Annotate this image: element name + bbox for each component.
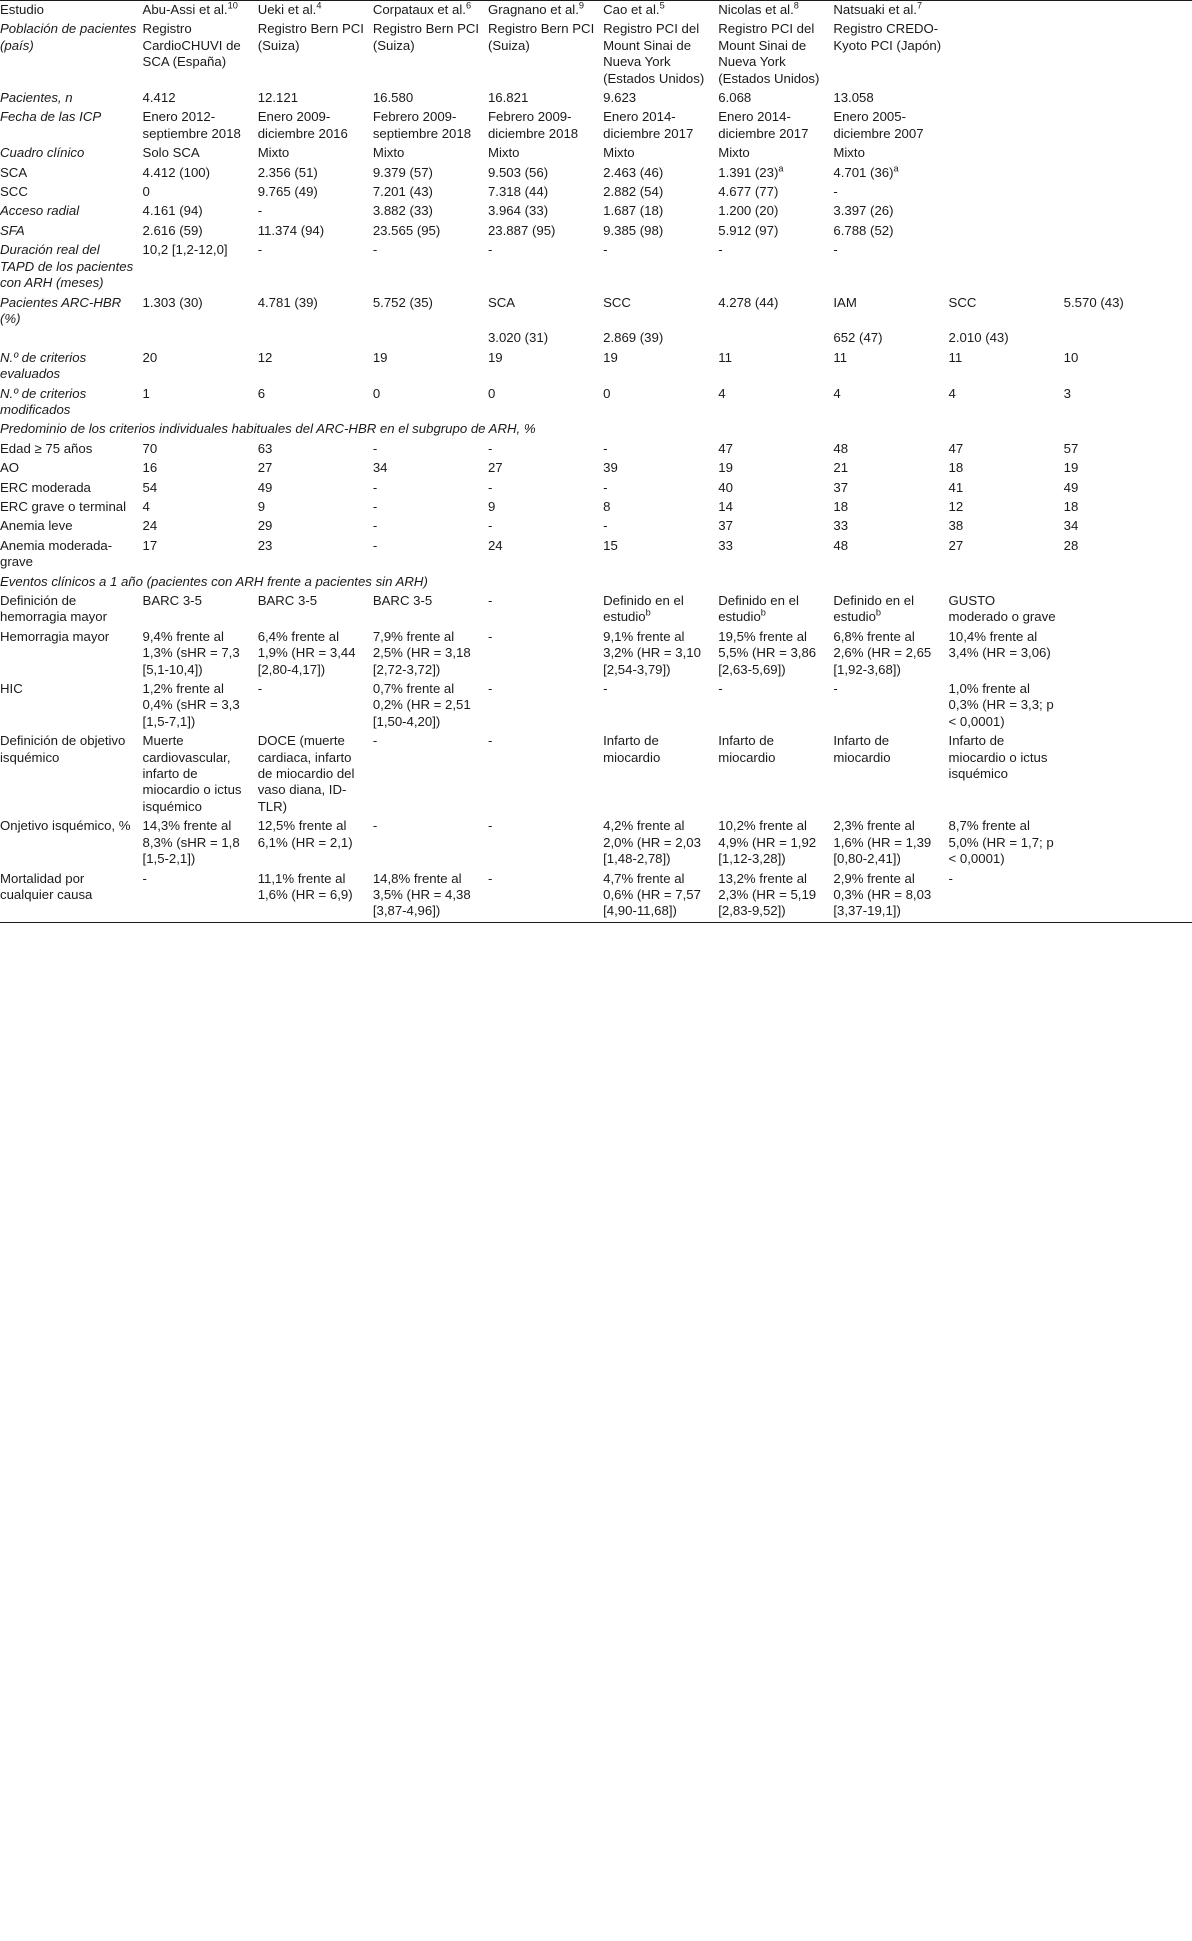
row-label: Definición de hemorragia mayor bbox=[0, 593, 108, 625]
table-row: N.º de criterios evaluados 20 12 19 19 19 11 11 11 10 bbox=[0, 349, 1192, 385]
section-heading: Predominio de los criterios individuales habituales del ARC-HBR en el subgrupo de ARH, % bbox=[0, 421, 536, 437]
row-label: Población de pacientes (país) bbox=[0, 21, 137, 53]
column-header-study: Abu-Assi et al.$^{10}$ bbox=[143, 1, 258, 21]
row-label: Cuadro clínico bbox=[0, 145, 85, 161]
table-row: Mortalidad por cualquier causa - 11,1% frente al 1,6% (HR = 6,9) 14,8% frente al 3,5% (HR = 4,38 [3,87-4,96]) - 4,7% frente al 0,6% (HR = 7,57 [4,90-11,68]) 13,2% frente al 2,3% (HR = 5,19 [2,83-9,52]) 2,9% frente al 0,3% (HR = 8,03 [3,37-19,1]) - bbox=[0, 870, 1192, 923]
table-row: ERC grave o terminal 4 9 - 9 8 14 18 12 18 bbox=[0, 498, 1192, 517]
row-label: ERC grave o terminal bbox=[0, 498, 127, 514]
table-row: SFA 2.616 (59) 11.374 (94) 23.565 (95) 23.887 (95) 9.385 (98) 5.912 (97) 6.788 (52) bbox=[0, 222, 1192, 241]
row-label: Mortalidad por cualquier causa bbox=[0, 870, 143, 923]
row-label: Edad ≥ 75 años bbox=[0, 440, 93, 456]
table-body bbox=[0, 1, 1192, 923]
table-row: N.º de criterios modificados 1 6 0 0 0 4 4 4 3 bbox=[0, 385, 1192, 421]
row-label: SFA bbox=[0, 222, 25, 238]
column-header-study: Cao et al.$^5$ bbox=[603, 1, 718, 21]
table-row bbox=[0, 573, 1192, 592]
row-label: Pacientes ARC-HBR (%) bbox=[0, 294, 122, 326]
row-label: HIC bbox=[0, 681, 23, 697]
table-row: Pacientes ARC-HBR (%) 1.303 (30) 4.781 (39) 5.752 (35) SCA SCC 4.278 (44) IAM SCC 5.570 (43) bbox=[0, 294, 1192, 330]
row-label: Fecha de las ICP bbox=[0, 109, 102, 125]
footnote-marker: b bbox=[645, 608, 651, 619]
table-row bbox=[0, 420, 1192, 439]
table-header-row bbox=[0, 1, 1192, 21]
comparison-table bbox=[0, 0, 1192, 923]
row-label: Anemia moderada-grave bbox=[0, 537, 113, 570]
footnote-marker: a bbox=[778, 163, 784, 174]
table-row: Fecha de las ICP Enero 2012-septiembre 2018 Enero 2009-diciembre 2016 Febrero 2009-septiembre 2018 Febrero 2009-diciembre 2018 Enero 2014-diciembre 2017 Enero 2014-diciembre 2017 Enero 2005-diciembre 2007 bbox=[0, 108, 1192, 144]
column-header-study: Ueki et al.$^4$ bbox=[258, 1, 373, 21]
table-row: Hemorragia mayor 9,4% frente al 1,3% (sHR = 7,3 [5,1-10,4]) 6,4% frente al 1,9% (HR = 3,44 [2,80-4,17]) 7,9% frente al 2,5% (HR = 3,18 [2,72-3,72]) - 9,1% frente al 3,2% (HR = 3,10 [2,54-3,79]) 19,5% frente al 5,5% (HR = 3,86 [2,63-5,69]) 6,8% frente al 2,6% (HR = 2,65 [1,92-3,68]) 10,4% frente al 3,4% (HR = 3,06) bbox=[0, 628, 1192, 680]
footnote-marker: b bbox=[760, 608, 766, 619]
column-header-study: Gragnano et al.$^9$ bbox=[488, 1, 603, 21]
table-row: Cuadro clínico Solo SCA Mixto Mixto Mixto Mixto Mixto Mixto bbox=[0, 144, 1192, 163]
table-row: Definición de objetivo isquémico Muerte cardiovascular, infarto de miocardio o ictus isquémico DOCE (muerte cardiaca, infarto de miocardio del vaso diana, ID-TLR) - - Infarto de miocardio Infarto de miocardio Infarto de miocardio Infarto de miocardio o ictus isquémico bbox=[0, 732, 1192, 817]
row-label: Anemia leve bbox=[0, 518, 73, 534]
row-label: Onjetivo isquémico, % bbox=[0, 818, 131, 834]
row-label: SCA bbox=[0, 164, 28, 180]
column-header-study: Nicolas et al.$^8$ bbox=[718, 1, 833, 21]
row-label: Acceso radial bbox=[0, 203, 80, 219]
footnote-marker: a bbox=[893, 163, 899, 174]
reference-superscript: 8 bbox=[793, 0, 799, 11]
column-header-study: Natsuaki et al.$^7$ bbox=[833, 1, 948, 21]
table-row: SCA 4.412 (100) 2.356 (51) 9.379 (57) 9.503 (56) 2.463 (46) 1.391 $(23)^a$ 4.701 $(36)^a$ bbox=[0, 164, 1192, 183]
table-row: Duración real del TAPD de los pacientes con ARH (meses) 10,2 [1,2-12,0] - - - - - - bbox=[0, 241, 1192, 293]
row-label: ERC moderada bbox=[0, 479, 91, 495]
reference-superscript: 5 bbox=[659, 0, 665, 11]
table-row: ERC moderada 54 49 - - - 40 37 41 49 bbox=[0, 479, 1192, 498]
table-row: Acceso radial 4.161 (94) - 3.882 (33) 3.964 (33) 1.687 (18) 1.200 (20) 3.397 (26) bbox=[0, 202, 1192, 221]
table-row: SCC 0 9.765 (49) 7.201 (43) 7.318 (44) 2.882 (54) 4.677 (77) - bbox=[0, 183, 1192, 202]
reference-superscript: 10 bbox=[227, 0, 238, 11]
reference-superscript: 7 bbox=[916, 0, 923, 11]
section-heading: Eventos clínicos a 1 año (pacientes con ARH frente a pacientes sin ARH) bbox=[0, 573, 428, 589]
table-row: Onjetivo isquémico, % 14,3% frente al 8,3% (sHR = 1,8 [1,5-2,1]) 12,5% frente al 6,1% (HR = 2,1) - - 4,2% frente al 2,0% (HR = 2,03 [1,48-2,78]) 10,2% frente al 4,9% (HR = 1,92 [1,12-3,28]) 2,3% frente al 1,6% (HR = 1,39 [0,80-2,41]) 8,7% frente al 5,0% (HR = 1,7; p < 0,0001) bbox=[0, 817, 1192, 869]
row-label: Duración real del TAPD de los pacientes con ARH (meses) bbox=[0, 242, 134, 291]
table-row: Población de pacientes (país) Registro CardioCHUVI de SCA (España) Registro Bern PCI (Suiza) Registro Bern PCI (Suiza) Registro Bern PCI (Suiza) Registro PCI del Mount Sinai de Nueva York (Estados Unidos) Registro PCI del Mount Sinai de Nueva York (Estados Unidos) Registro CREDO-Kyoto PCI (Japón) bbox=[0, 20, 1192, 89]
table-row: AO 16 27 34 27 39 19 21 18 19 bbox=[0, 459, 1192, 478]
row-label: Pacientes, n bbox=[0, 90, 73, 106]
row-label-continuation bbox=[0, 329, 143, 348]
row-label: N.º de criterios modificados bbox=[0, 385, 87, 417]
reference-superscript: 9 bbox=[578, 0, 585, 11]
reference-superscript: 6 bbox=[465, 0, 472, 11]
row-label: AO bbox=[0, 460, 20, 476]
table-row: Anemia leve 24 29 - - - 37 33 38 34 bbox=[0, 517, 1192, 536]
table-row-continuation: 3.020 (31) 2.869 (39) 652 (47) 2.010 (43) bbox=[0, 329, 1192, 348]
header-label-estudio: Estudio bbox=[0, 1, 143, 21]
table-row: HIC 1,2% frente al 0,4% (sHR = 3,3 [1,5-7,1]) - 0,7% frente al 0,2% (HR = 2,51 [1,50-4,20]) - - - - 1,0% frente al 0,3% (HR = 3,3; p < 0,0001) bbox=[0, 680, 1192, 732]
footnote-marker: b bbox=[875, 608, 882, 619]
column-header-empty bbox=[1064, 1, 1192, 21]
table-row: Anemia moderada-grave 17 23 - 24 15 33 48 27 28 bbox=[0, 537, 1192, 573]
column-header-study: Corpataux et al.$^6$ bbox=[373, 1, 488, 21]
column-header-empty bbox=[949, 1, 1064, 21]
table-row: Edad ≥ 75 años 70 63 - - - 47 48 47 57 bbox=[0, 440, 1192, 459]
table-row: Definición de hemorragia mayor BARC 3-5 BARC 3-5 BARC 3-5 - Definido en el estudio$^b$ Definido en el estudio$^b$ Definido en el estudio$^b$ GUSTO moderado o grave bbox=[0, 592, 1192, 628]
row-label: Definición de objetivo isquémico bbox=[0, 733, 126, 765]
row-label: N.º de criterios evaluados bbox=[0, 349, 87, 382]
row-label: Hemorragia mayor bbox=[0, 628, 110, 644]
row-label: SCC bbox=[0, 184, 28, 200]
table-row: Pacientes, n 4.412 12.121 16.580 16.821 9.623 6.068 13.058 bbox=[0, 89, 1192, 108]
reference-superscript: 4 bbox=[316, 0, 322, 11]
